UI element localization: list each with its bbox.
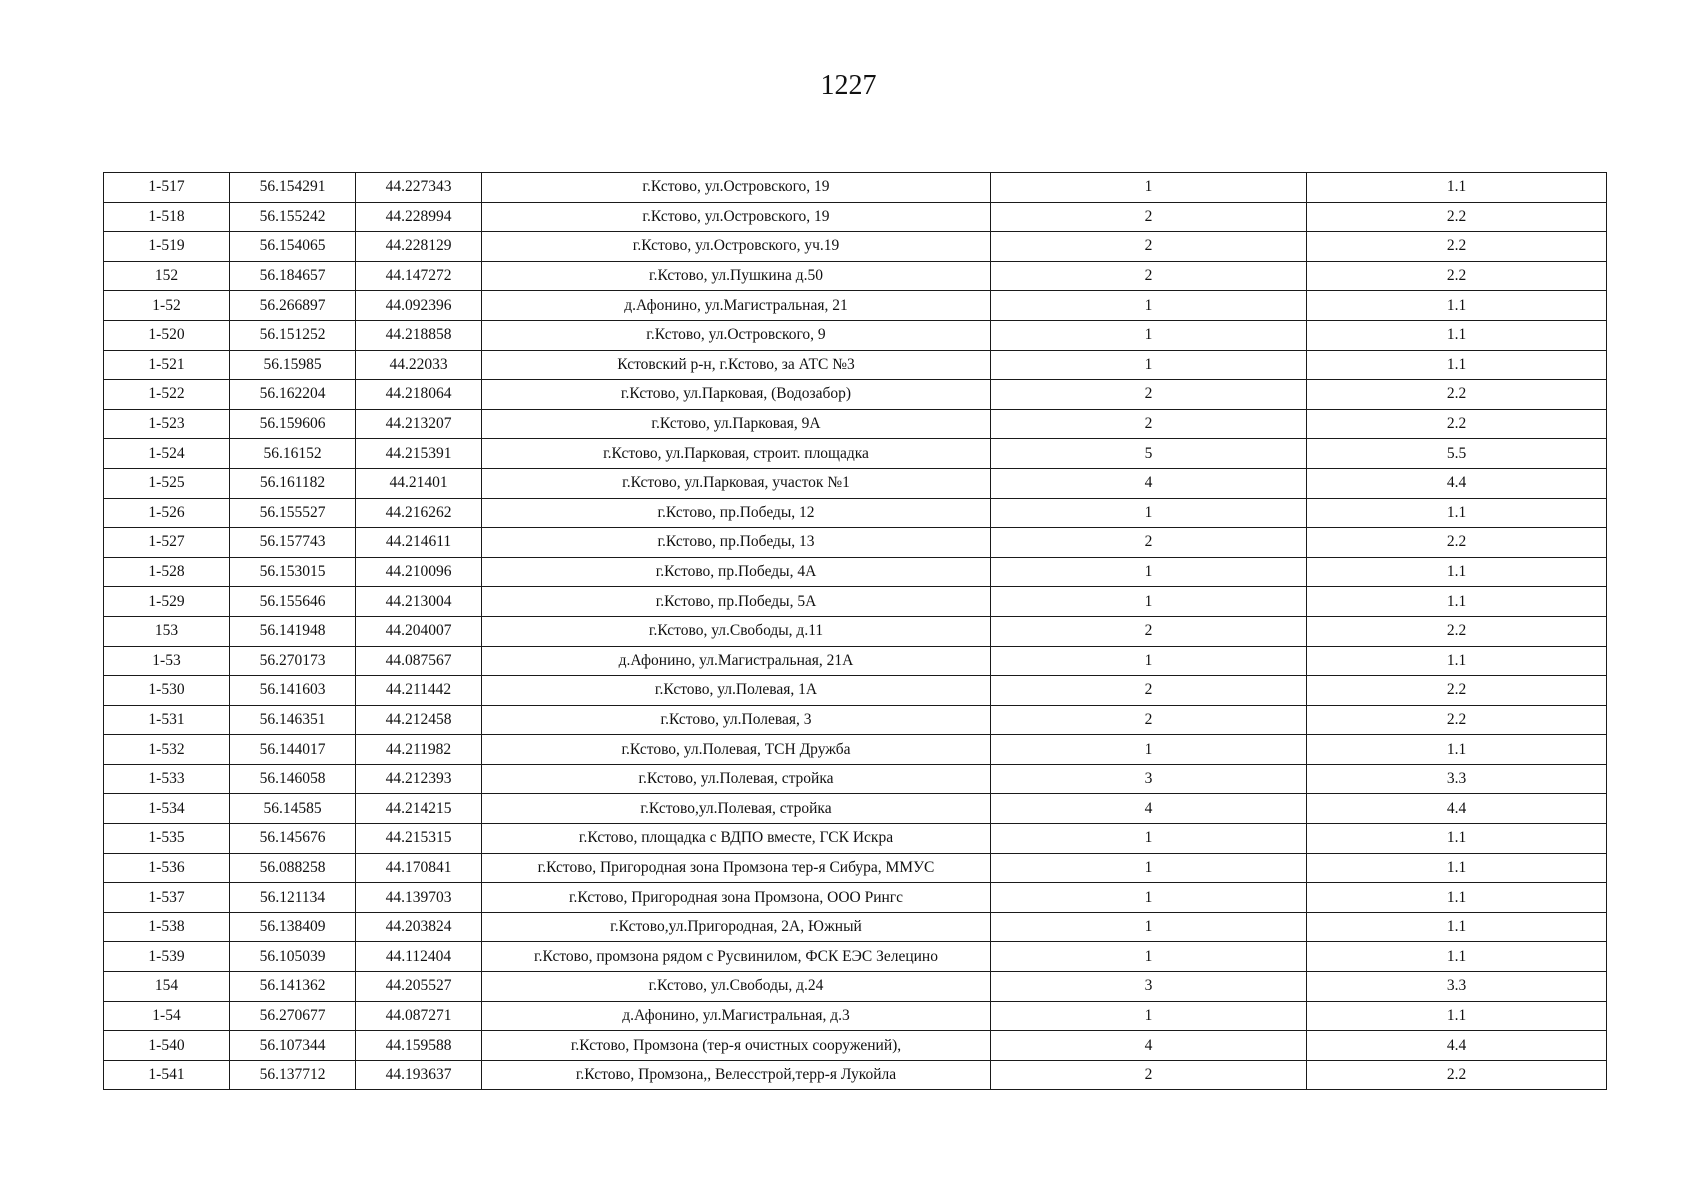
cell-id: 1-533 — [104, 764, 230, 794]
cell-longitude: 44.159588 — [356, 1031, 482, 1061]
cell-value: 1.1 — [1307, 557, 1607, 587]
cell-latitude: 56.121134 — [230, 883, 356, 913]
table-row — [104, 1031, 1607, 1061]
cell-count: 2 — [991, 528, 1307, 558]
cell-address: г.Кстово, площадка с ВДПО вместе, ГСК Искра — [482, 824, 991, 854]
cell-address: г.Кстово, Пригородная зона Промзона, ООО Рингс — [482, 883, 991, 913]
cell-address: г.Кстово, ул.Островского, 19 — [482, 173, 991, 203]
table-row — [104, 350, 1607, 380]
cell-id: 1-53 — [104, 646, 230, 676]
table-row — [104, 942, 1607, 972]
cell-address: г.Кстово, пр.Победы, 5А — [482, 587, 991, 617]
cell-value: 4.4 — [1307, 794, 1607, 824]
cell-count: 1 — [991, 853, 1307, 883]
cell-latitude: 56.088258 — [230, 853, 356, 883]
cell-latitude: 56.105039 — [230, 942, 356, 972]
cell-count: 4 — [991, 1031, 1307, 1061]
table-row — [104, 498, 1607, 528]
cell-longitude: 44.213207 — [356, 409, 482, 439]
cell-address: г.Кстово, ул.Полевая, стройка — [482, 764, 991, 794]
cell-value: 1.1 — [1307, 291, 1607, 321]
cell-count: 3 — [991, 972, 1307, 1002]
cell-value: 2.2 — [1307, 528, 1607, 558]
cell-count: 1 — [991, 735, 1307, 765]
cell-address: г.Кстово, Промзона,, Велесстрой,терр-я Лукойла — [482, 1060, 991, 1090]
cell-count: 1 — [991, 883, 1307, 913]
table-row — [104, 646, 1607, 676]
cell-value: 2.2 — [1307, 1060, 1607, 1090]
cell-id: 1-525 — [104, 468, 230, 498]
cell-count: 2 — [991, 705, 1307, 735]
cell-count: 1 — [991, 587, 1307, 617]
table-row — [104, 202, 1607, 232]
cell-longitude: 44.212458 — [356, 705, 482, 735]
cell-value: 1.1 — [1307, 350, 1607, 380]
cell-id: 1-521 — [104, 350, 230, 380]
cell-value: 4.4 — [1307, 1031, 1607, 1061]
cell-latitude: 56.16152 — [230, 439, 356, 469]
cell-address: г.Кстово, ул.Островского, 9 — [482, 320, 991, 350]
cell-count: 2 — [991, 676, 1307, 706]
registry-table-body — [104, 173, 1607, 1090]
cell-longitude: 44.228994 — [356, 202, 482, 232]
cell-value: 1.1 — [1307, 498, 1607, 528]
cell-id: 1-524 — [104, 439, 230, 469]
cell-id: 1-519 — [104, 232, 230, 262]
cell-count: 1 — [991, 942, 1307, 972]
cell-value: 1.1 — [1307, 646, 1607, 676]
cell-address: д.Афонино, ул.Магистральная, 21 — [482, 291, 991, 321]
cell-address: г.Кстово, пр.Победы, 12 — [482, 498, 991, 528]
cell-latitude: 56.137712 — [230, 1060, 356, 1090]
cell-count: 4 — [991, 794, 1307, 824]
cell-latitude: 56.144017 — [230, 735, 356, 765]
cell-value: 2.2 — [1307, 380, 1607, 410]
table-row — [104, 173, 1607, 203]
table-row — [104, 409, 1607, 439]
table-row — [104, 764, 1607, 794]
cell-value: 1.1 — [1307, 1001, 1607, 1031]
cell-address: г.Кстово, ул.Островского, 19 — [482, 202, 991, 232]
cell-count: 2 — [991, 380, 1307, 410]
cell-count: 1 — [991, 912, 1307, 942]
cell-address: г.Кстово, промзона рядом с Русвинилом, ФСК ЕЭС Зелецино — [482, 942, 991, 972]
cell-latitude: 56.141948 — [230, 616, 356, 646]
cell-address: г.Кстово, ул.Полевая, 1А — [482, 676, 991, 706]
cell-id: 1-536 — [104, 853, 230, 883]
cell-address: г.Кстово,ул.Пригородная, 2А, Южный — [482, 912, 991, 942]
cell-id: 1-540 — [104, 1031, 230, 1061]
cell-latitude: 56.141362 — [230, 972, 356, 1002]
table-row — [104, 232, 1607, 262]
cell-latitude: 56.145676 — [230, 824, 356, 854]
cell-count: 2 — [991, 616, 1307, 646]
cell-id: 1-518 — [104, 202, 230, 232]
table-row — [104, 320, 1607, 350]
cell-longitude: 44.211442 — [356, 676, 482, 706]
table-row — [104, 587, 1607, 617]
cell-latitude: 56.184657 — [230, 261, 356, 291]
cell-longitude: 44.228129 — [356, 232, 482, 262]
cell-id: 152 — [104, 261, 230, 291]
cell-longitude: 44.211982 — [356, 735, 482, 765]
cell-latitude: 56.15985 — [230, 350, 356, 380]
cell-id: 1-52 — [104, 291, 230, 321]
cell-id: 1-529 — [104, 587, 230, 617]
cell-latitude: 56.157743 — [230, 528, 356, 558]
table-row — [104, 883, 1607, 913]
cell-value: 2.2 — [1307, 705, 1607, 735]
cell-count: 1 — [991, 1001, 1307, 1031]
cell-count: 3 — [991, 764, 1307, 794]
cell-id: 154 — [104, 972, 230, 1002]
cell-latitude: 56.161182 — [230, 468, 356, 498]
cell-address: г.Кстово, Промзона (тер-я очистных сооружений), — [482, 1031, 991, 1061]
cell-latitude: 56.159606 — [230, 409, 356, 439]
table-row — [104, 972, 1607, 1002]
cell-address: г.Кстово, ул.Полевая, ТСН Дружба — [482, 735, 991, 765]
cell-latitude: 56.151252 — [230, 320, 356, 350]
cell-address: г.Кстово, ул.Островского, уч.19 — [482, 232, 991, 262]
cell-address: д.Афонино, ул.Магистральная, 21А — [482, 646, 991, 676]
cell-value: 2.2 — [1307, 261, 1607, 291]
cell-address: Кстовский р-н, г.Кстово, за АТС №3 — [482, 350, 991, 380]
cell-longitude: 44.218064 — [356, 380, 482, 410]
page-number: 1227 — [820, 70, 877, 101]
cell-count: 2 — [991, 261, 1307, 291]
cell-id: 1-538 — [104, 912, 230, 942]
cell-count: 1 — [991, 646, 1307, 676]
cell-latitude: 56.155242 — [230, 202, 356, 232]
cell-longitude: 44.205527 — [356, 972, 482, 1002]
cell-id: 1-535 — [104, 824, 230, 854]
table-row — [104, 1001, 1607, 1031]
table-row — [104, 794, 1607, 824]
cell-value: 1.1 — [1307, 824, 1607, 854]
cell-longitude: 44.216262 — [356, 498, 482, 528]
cell-value: 4.4 — [1307, 468, 1607, 498]
cell-value: 1.1 — [1307, 587, 1607, 617]
cell-longitude: 44.147272 — [356, 261, 482, 291]
cell-longitude: 44.087567 — [356, 646, 482, 676]
cell-count: 1 — [991, 498, 1307, 528]
cell-id: 1-537 — [104, 883, 230, 913]
cell-value: 2.2 — [1307, 676, 1607, 706]
cell-longitude: 44.227343 — [356, 173, 482, 203]
table-row — [104, 557, 1607, 587]
cell-longitude: 44.218858 — [356, 320, 482, 350]
cell-id: 1-54 — [104, 1001, 230, 1031]
cell-latitude: 56.138409 — [230, 912, 356, 942]
cell-latitude: 56.107344 — [230, 1031, 356, 1061]
cell-address: г.Кстово, ул.Пушкина д.50 — [482, 261, 991, 291]
table-row — [104, 380, 1607, 410]
cell-longitude: 44.215315 — [356, 824, 482, 854]
cell-latitude: 56.155527 — [230, 498, 356, 528]
table-row — [104, 853, 1607, 883]
cell-address: г.Кстово, ул.Полевая, 3 — [482, 705, 991, 735]
cell-value: 1.1 — [1307, 173, 1607, 203]
table-row — [104, 291, 1607, 321]
cell-longitude: 44.210096 — [356, 557, 482, 587]
cell-latitude: 56.153015 — [230, 557, 356, 587]
cell-latitude: 56.154065 — [230, 232, 356, 262]
cell-id: 1-539 — [104, 942, 230, 972]
cell-id: 1-530 — [104, 676, 230, 706]
cell-count: 1 — [991, 557, 1307, 587]
cell-id: 1-541 — [104, 1060, 230, 1090]
cell-value: 1.1 — [1307, 320, 1607, 350]
cell-value: 1.1 — [1307, 883, 1607, 913]
table-row — [104, 1060, 1607, 1090]
cell-latitude: 56.154291 — [230, 173, 356, 203]
cell-count: 1 — [991, 350, 1307, 380]
cell-count: 2 — [991, 232, 1307, 262]
cell-value: 2.2 — [1307, 409, 1607, 439]
cell-address: г.Кстово, ул.Парковая, (Водозабор) — [482, 380, 991, 410]
cell-latitude: 56.155646 — [230, 587, 356, 617]
table-row — [104, 616, 1607, 646]
cell-longitude: 44.092396 — [356, 291, 482, 321]
cell-longitude: 44.203824 — [356, 912, 482, 942]
cell-address: г.Кстово,ул.Полевая, стройка — [482, 794, 991, 824]
cell-count: 1 — [991, 173, 1307, 203]
table-row — [104, 824, 1607, 854]
cell-longitude: 44.112404 — [356, 942, 482, 972]
cell-address: г.Кстово, пр.Победы, 4А — [482, 557, 991, 587]
cell-id: 1-520 — [104, 320, 230, 350]
cell-value: 2.2 — [1307, 616, 1607, 646]
cell-id: 1-528 — [104, 557, 230, 587]
cell-longitude: 44.213004 — [356, 587, 482, 617]
cell-address: г.Кстово, ул.Парковая, 9А — [482, 409, 991, 439]
cell-id: 1-531 — [104, 705, 230, 735]
table-row — [104, 468, 1607, 498]
cell-id: 1-523 — [104, 409, 230, 439]
cell-latitude: 56.141603 — [230, 676, 356, 706]
cell-longitude: 44.22033 — [356, 350, 482, 380]
cell-latitude: 56.146351 — [230, 705, 356, 735]
cell-longitude: 44.212393 — [356, 764, 482, 794]
cell-address: г.Кстово, Пригородная зона Промзона тер-я Сибура, ММУС — [482, 853, 991, 883]
cell-count: 2 — [991, 1060, 1307, 1090]
cell-count: 5 — [991, 439, 1307, 469]
cell-id: 1-526 — [104, 498, 230, 528]
cell-longitude: 44.087271 — [356, 1001, 482, 1031]
cell-latitude: 56.162204 — [230, 380, 356, 410]
cell-longitude: 44.204007 — [356, 616, 482, 646]
cell-value: 1.1 — [1307, 853, 1607, 883]
cell-value: 1.1 — [1307, 912, 1607, 942]
cell-longitude: 44.214215 — [356, 794, 482, 824]
cell-address: г.Кстово, ул.Парковая, участок №1 — [482, 468, 991, 498]
cell-id: 153 — [104, 616, 230, 646]
cell-longitude: 44.193637 — [356, 1060, 482, 1090]
cell-value: 2.2 — [1307, 232, 1607, 262]
cell-longitude: 44.170841 — [356, 853, 482, 883]
cell-id: 1-527 — [104, 528, 230, 558]
cell-value: 3.3 — [1307, 764, 1607, 794]
cell-id: 1-522 — [104, 380, 230, 410]
cell-value: 1.1 — [1307, 942, 1607, 972]
table-row — [104, 676, 1607, 706]
cell-count: 1 — [991, 824, 1307, 854]
cell-address: г.Кстово, ул.Свободы, д.11 — [482, 616, 991, 646]
cell-latitude: 56.270677 — [230, 1001, 356, 1031]
cell-address: г.Кстово, ул.Свободы, д.24 — [482, 972, 991, 1002]
cell-value: 3.3 — [1307, 972, 1607, 1002]
cell-id: 1-532 — [104, 735, 230, 765]
cell-count: 2 — [991, 202, 1307, 232]
table-row — [104, 912, 1607, 942]
cell-latitude: 56.266897 — [230, 291, 356, 321]
cell-id: 1-534 — [104, 794, 230, 824]
cell-count: 4 — [991, 468, 1307, 498]
cell-value: 1.1 — [1307, 735, 1607, 765]
table-row — [104, 528, 1607, 558]
table-row — [104, 261, 1607, 291]
cell-value: 2.2 — [1307, 202, 1607, 232]
cell-longitude: 44.215391 — [356, 439, 482, 469]
cell-count: 1 — [991, 291, 1307, 321]
cell-latitude: 56.146058 — [230, 764, 356, 794]
cell-address: г.Кстово, ул.Парковая, строит. площадка — [482, 439, 991, 469]
cell-id: 1-517 — [104, 173, 230, 203]
cell-address: д.Афонино, ул.Магистральная, д.3 — [482, 1001, 991, 1031]
table-row — [104, 439, 1607, 469]
cell-latitude: 56.14585 — [230, 794, 356, 824]
registry-table — [103, 172, 1607, 1090]
cell-longitude: 44.214611 — [356, 528, 482, 558]
cell-latitude: 56.270173 — [230, 646, 356, 676]
cell-address: г.Кстово, пр.Победы, 13 — [482, 528, 991, 558]
table-row — [104, 735, 1607, 765]
cell-longitude: 44.139703 — [356, 883, 482, 913]
cell-count: 1 — [991, 320, 1307, 350]
cell-value: 5.5 — [1307, 439, 1607, 469]
cell-longitude: 44.21401 — [356, 468, 482, 498]
cell-count: 2 — [991, 409, 1307, 439]
table-row — [104, 705, 1607, 735]
